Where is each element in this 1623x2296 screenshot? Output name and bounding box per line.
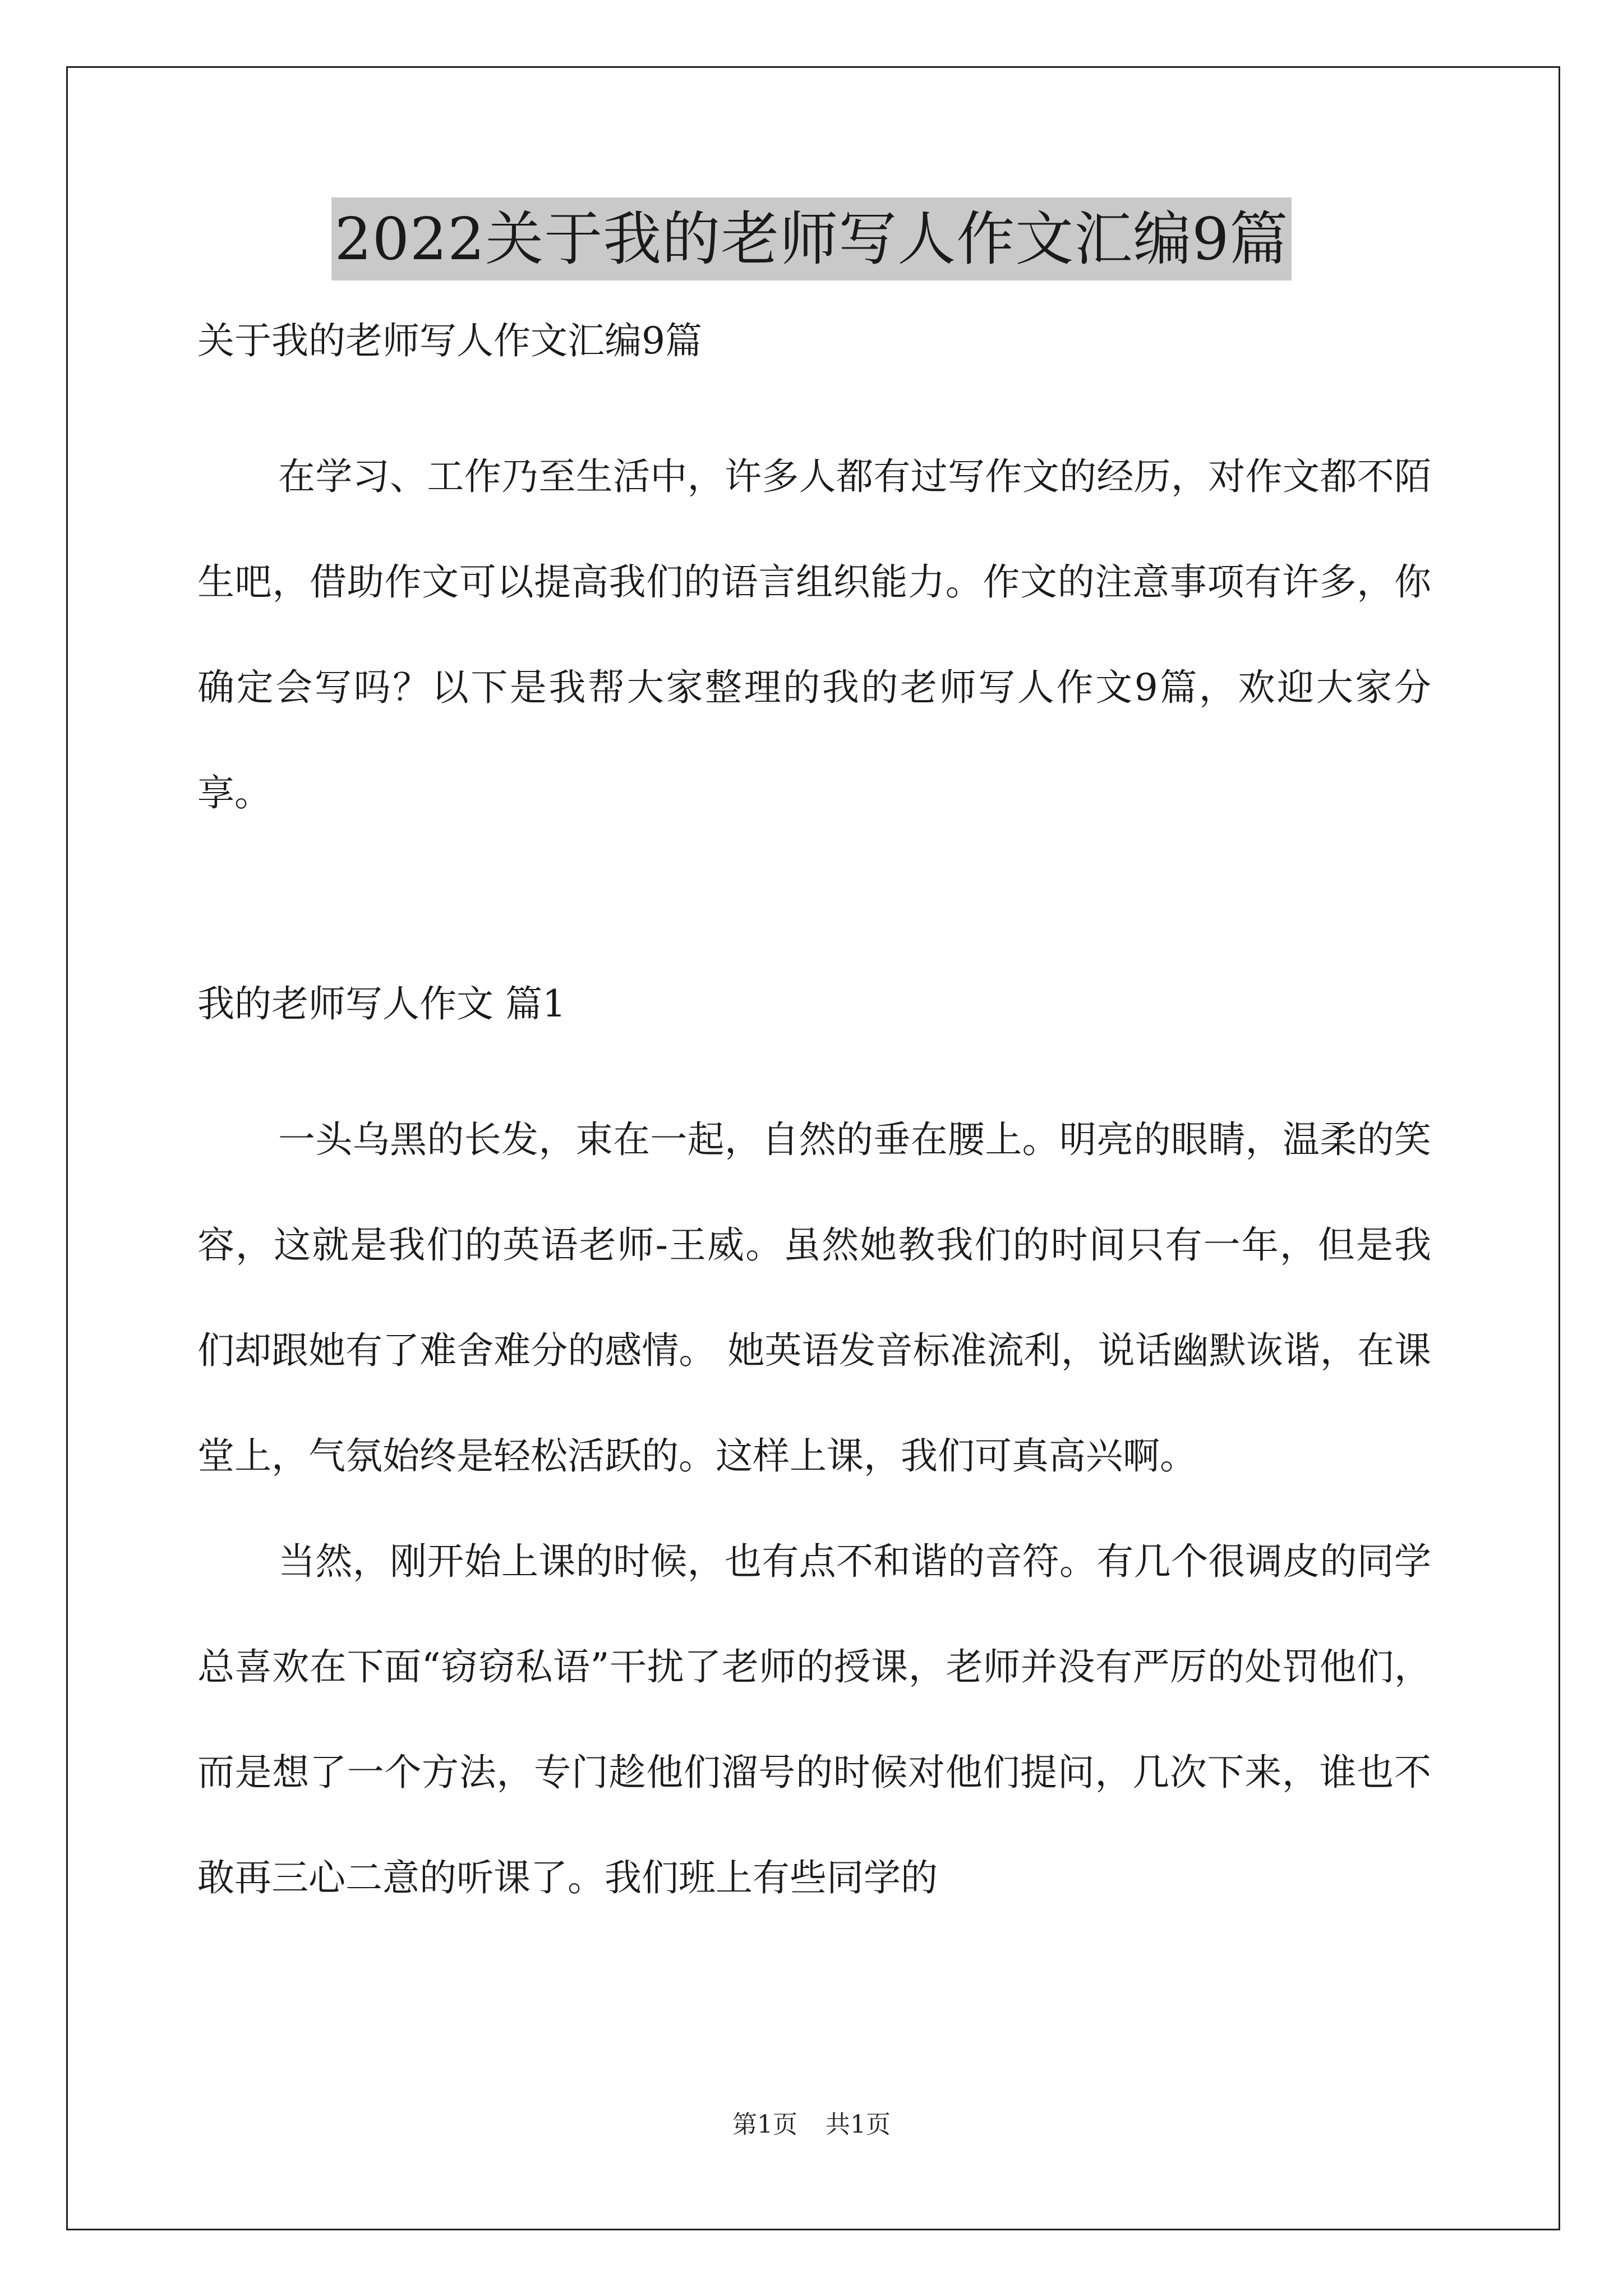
- document-subtitle: 关于我的老师写人作文汇编9篇: [197, 319, 702, 362]
- intro-paragraph: 在学习、工作乃至生活中，许多人都有过写作文的经历，对作文都不陌生吧，借助作文可以提高我们的语言组织能力。作文的注意事项有许多，你确定会写吗？以下是我帮大家整理的我的老师写人作文9篇，欢迎大家分享。: [197, 455, 1431, 815]
- page-footer: [0, 2108, 1623, 2142]
- body-paragraph: 当然，刚开始上课的时候，也有点不和谐的音符。有几个很调皮的同学总喜欢在下面“窃窃私语”干扰了老师的授课，老师并没有严厉的处罚他们，而是想了一个方法，专门趁他们溜号的时候对他们提问，几次下来，谁也不敢再三心二意的听课了。我们班上有些同学的: [197, 1540, 1431, 1899]
- document-title: 2022关于我的老师写人作文汇编9篇: [331, 197, 1292, 280]
- page-number: 第1页: [732, 2110, 797, 2139]
- section-heading: 我的老师写人作文 篇1: [197, 982, 566, 1025]
- page-total: 共1页: [826, 2110, 891, 2139]
- document-body: [197, 312, 1431, 1931]
- body-paragraph: 一头乌黑的长发，束在一起，自然的垂在腰上。明亮的眼睛，温柔的笑容，这就是我们的英语老师-王威。虽然她教我们的时间只有一年，但是我们却跟她有了难舍难分的感情。 她英语发音标准流利，说话幽默诙谐，在课堂上，气氛始终是轻松活跃的。这样上课，我们可真高兴啊。: [197, 1118, 1431, 1478]
- title-container: [0, 197, 1623, 280]
